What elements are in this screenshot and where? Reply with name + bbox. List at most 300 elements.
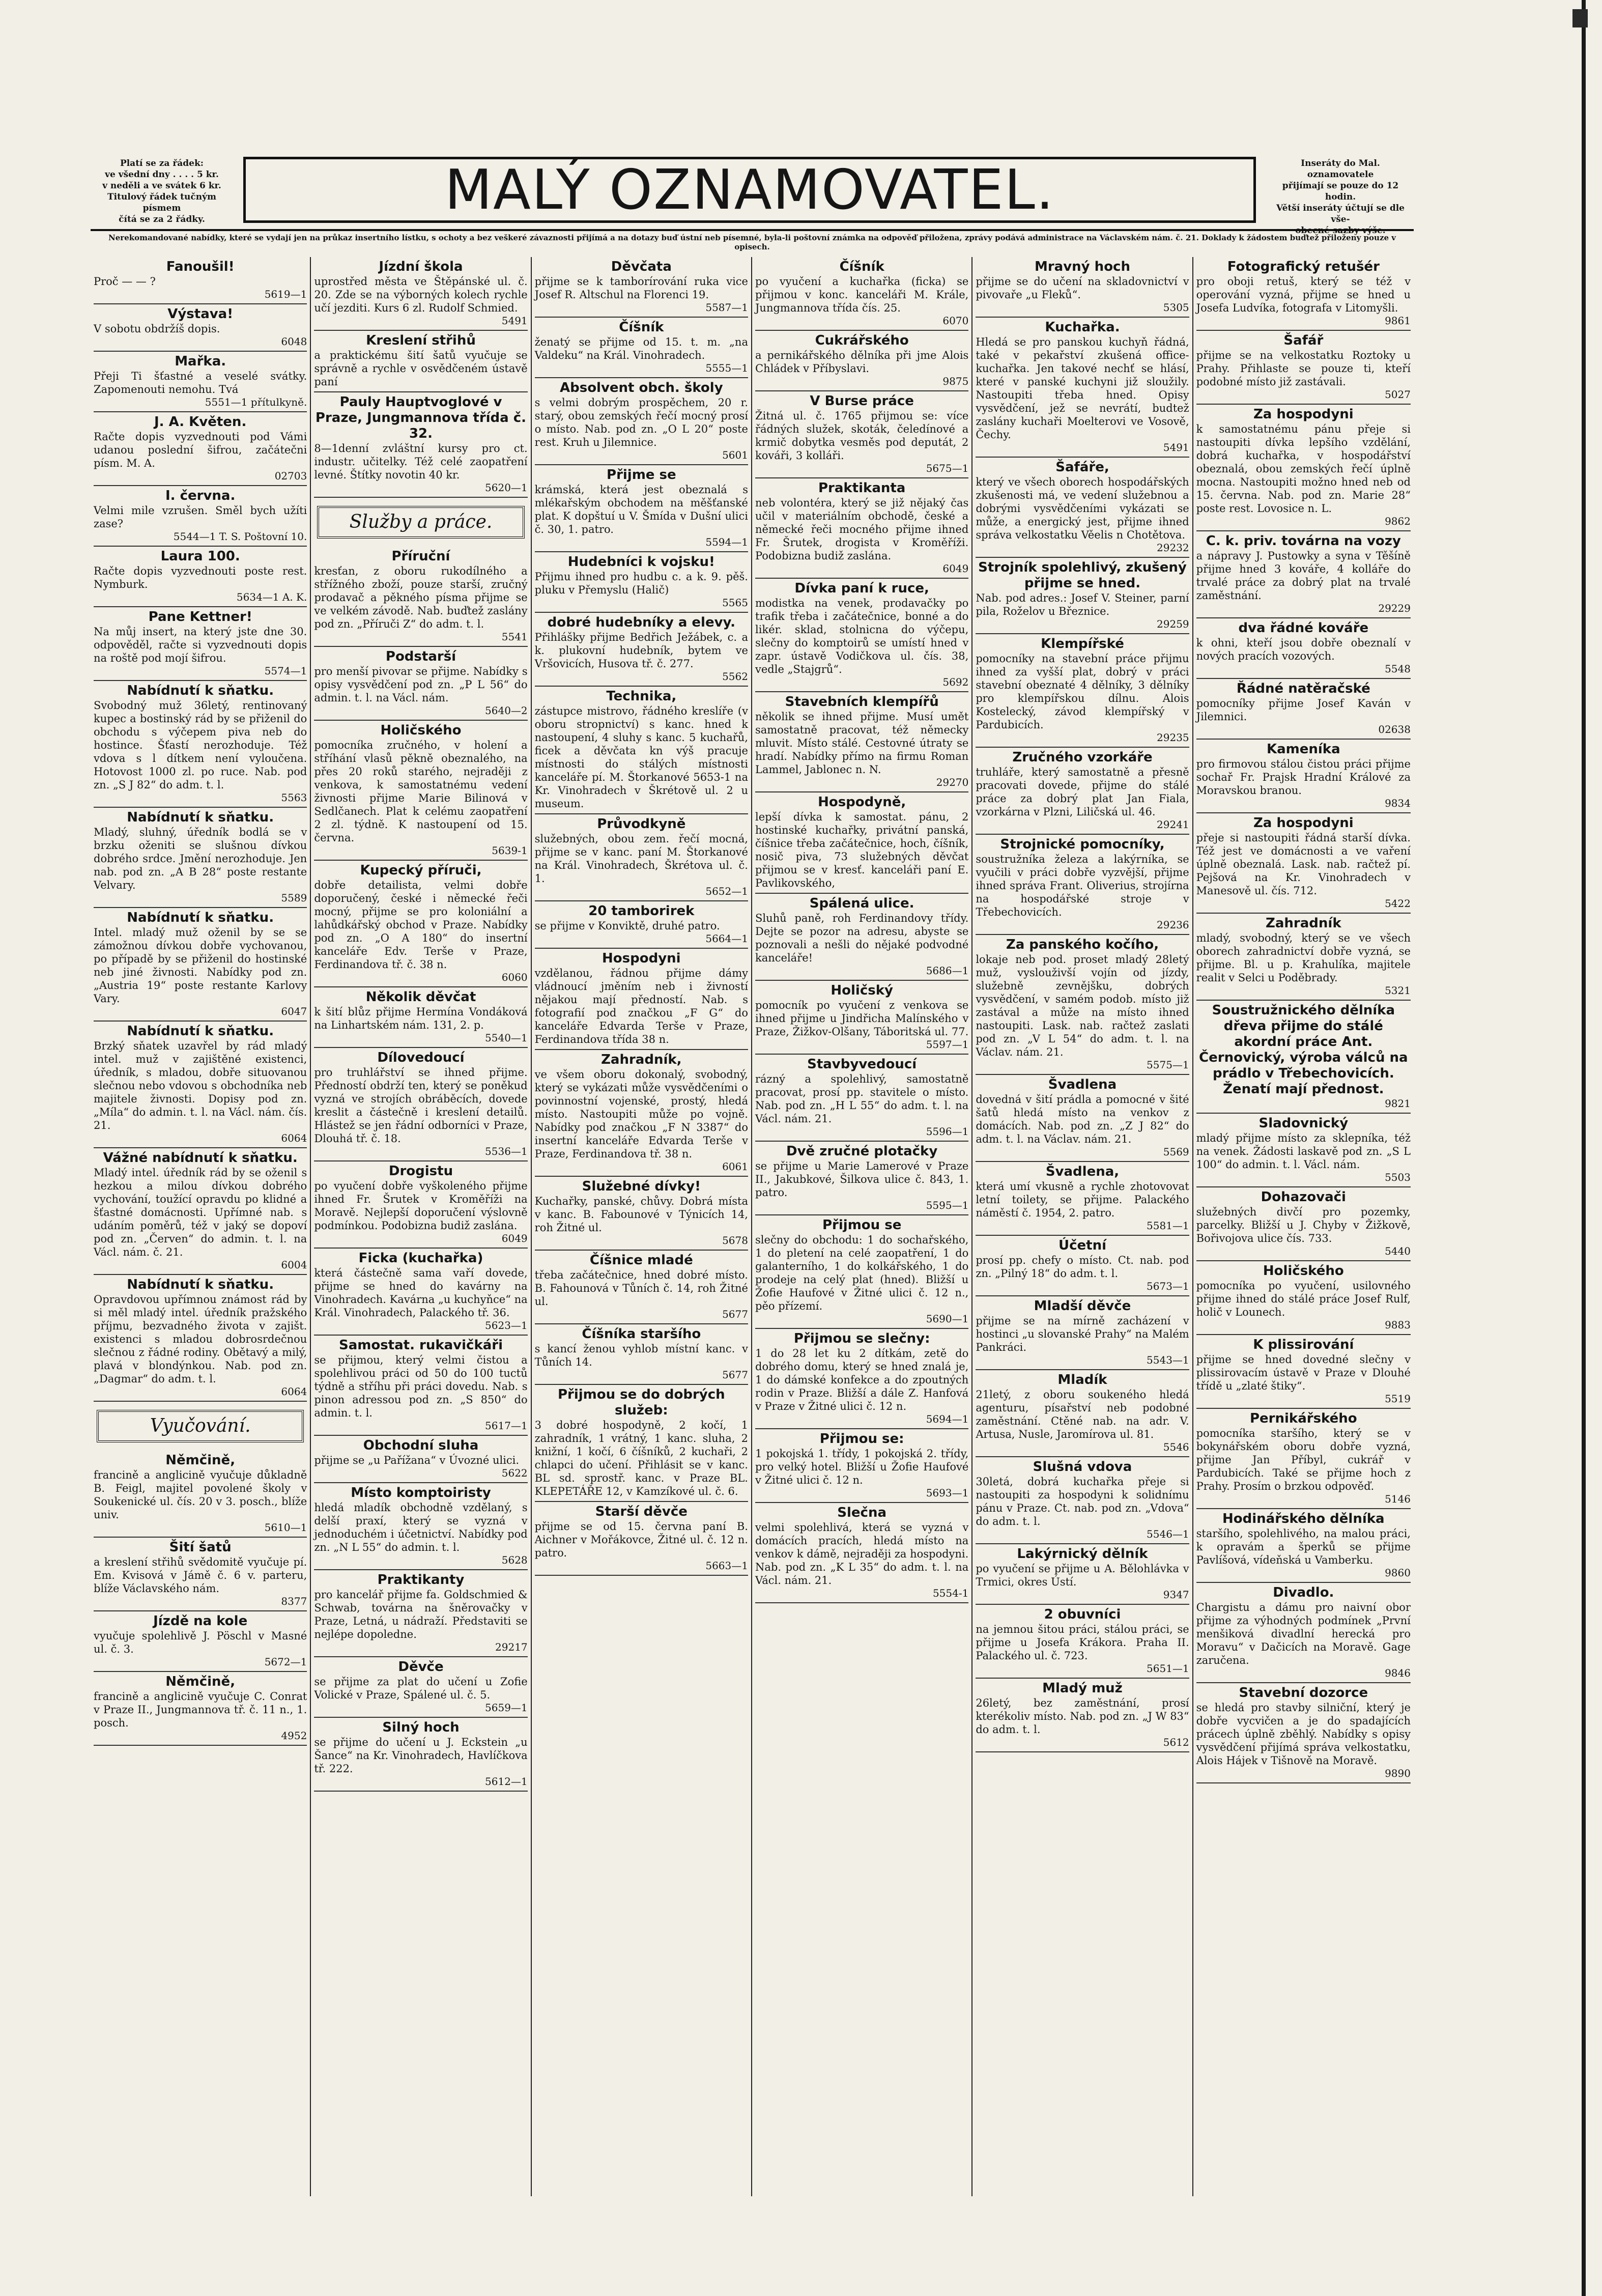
- ad-number: 6049: [501, 1232, 528, 1244]
- ad-text: se přijme do učení u J. Eckstein „u Šance“ na Kr. Vinohradech, Havlíčkova tř. 222.: [314, 1736, 528, 1775]
- ad-number: 29236: [1157, 919, 1189, 931]
- classified-ad: [314, 1718, 527, 1792]
- classified-ad: [755, 391, 968, 478]
- ad-text: dobře detailista, velmi dobře doporučený, české i německé řeči mocný, přijme se pro koloniální a lahůdkářský obchod v Praze. Nabídky pod zn. „O A 180“ do insertní kanceláře Edv. Terše v Praze, Ferdinandova tř. č. 38 n.: [314, 879, 528, 971]
- ad-number: 6048: [281, 335, 307, 348]
- ad-title: Fanoušil!: [166, 259, 235, 274]
- ad-number: 5612—1: [485, 1775, 528, 1788]
- ad-title: Příruční: [391, 549, 450, 564]
- ad-title: Hospodyni: [602, 951, 681, 966]
- ad-text: francině a anglicině vyučuje C. Conrat v Praze II., Jungmannova tř. č. 11 n., 1. posch.: [94, 1690, 307, 1729]
- ad-title: Přijmou se do dobrých služeb:: [557, 1387, 725, 1418]
- classified-ad: [976, 318, 1189, 458]
- ad-title: Přijmou se slečny:: [793, 1331, 930, 1346]
- ad-title: Zahradník: [1266, 916, 1341, 931]
- scan-corner-mark: [1572, 9, 1588, 27]
- classified-ad: [976, 1544, 1189, 1605]
- ad-title: 20 tamborirek: [588, 903, 695, 919]
- ad-title: Dílovedoucí: [377, 1050, 465, 1065]
- ad-number: 6049: [942, 562, 969, 575]
- ad-text: se hledá pro stavby silniční, který je dobře vycvičen a je do spadajících prácech úplně zběhlý. Nabídky s opisy vysvědčení přijímá správa velkostatku, Alois Hájek v Tišnově na Moravě.: [1196, 1702, 1411, 1767]
- ad-number: 5146: [1385, 1493, 1411, 1505]
- classified-ad: [1196, 1114, 1411, 1187]
- ad-title: Místo komptoiristy: [351, 1485, 491, 1500]
- ad-title: Číšník: [619, 320, 664, 335]
- ad-number: 29259: [1157, 618, 1189, 630]
- ad-title: Praktikanta: [818, 480, 906, 496]
- ad-title: Číšníka staršího: [582, 1326, 701, 1342]
- ad-number: 4952: [281, 1730, 307, 1742]
- ad-column: [91, 257, 311, 2196]
- ad-number: 29241: [1157, 818, 1189, 831]
- ad-text: pro oboji retuš, který se též v operování vyzná, přijme se hned u Josefa Ludvíka, fotografa v Litomyšli.: [1196, 275, 1411, 314]
- ad-title: Divadlo.: [1273, 1585, 1334, 1600]
- ad-number: 5422: [1385, 897, 1411, 910]
- classified-ad: [314, 1436, 527, 1483]
- classified-ad: [535, 949, 748, 1050]
- ad-number: 5543—1: [1147, 1354, 1189, 1366]
- ad-title: Přijmou se: [822, 1217, 902, 1233]
- ad-title: Výstava!: [167, 306, 234, 322]
- classified-ad: [1196, 740, 1411, 813]
- ad-text: 21letý, z oboru soukeného hledá agenturu, písařství neb podobné zaměstnání. Ctěné nab. na adr. V. Artusa, Nusle, Jaromírova ul. 81.: [976, 1388, 1189, 1440]
- classified-ad: [1196, 257, 1411, 331]
- ad-title: Kuchařka.: [1045, 320, 1120, 335]
- ad-text: služebných divčí pro pozemky, parcelky. Bližší u J. Chyby v Žižkově, Bořivojova ulice čís. 733.: [1196, 1206, 1411, 1244]
- ad-number: 5541: [501, 631, 528, 643]
- ad-title: Pane Kettner!: [148, 609, 252, 625]
- ad-number: 5675—1: [926, 462, 969, 474]
- ad-text: který ve všech oborech hospodářských zkušenosti má, ve vedení služebnou a dobrými vysvědčeními vykázati se může, a energický jest, přijme ihned správa velkostatku Věelis n Chotětova.: [976, 476, 1189, 541]
- ad-title: Laura 100.: [160, 549, 240, 564]
- ad-number: 6060: [501, 971, 528, 983]
- ad-number: 29235: [1157, 731, 1189, 744]
- ad-title: Lakýrnický dělník: [1017, 1546, 1148, 1562]
- classified-ad: [314, 1336, 527, 1436]
- rate-line: v neděli a ve svátek 6 kr.: [102, 181, 221, 191]
- ad-text: Přeji Ti šťastné a veselé svátky. Zapomenouti nemohu. Tvá: [94, 370, 307, 395]
- ad-title: Děvčata: [611, 259, 672, 274]
- ad-text: dovedná v šití prádla a pomocné v šité šatů hledá místo na venkov z domácích. Nab. pod zn. „Z J 82“ do adm. t. l. na Václav. nám. 21.: [976, 1093, 1189, 1145]
- ad-text: V sobotu obdržíš dopis.: [94, 323, 220, 335]
- ad-text: ve všem oboru dokonalý, svobodný, který se vykázati může vysvědčeními o povinnostní vojenské, prostý, hledá místo. Nastoupiti může po vojně. Nabídky pod značkou „F N 3387“ do insertní kanceláře Edvarda Terše v Praze, Ferdinandova tř. 38 n.: [534, 1068, 748, 1160]
- ad-text: lepší dívka k samostat. pánu, 2 hostinské kuchařky, privátní panská, číšnice třeba začátečnice, hoch, číšník, nosič piva, 73 služebných děvčat přijmou se v kresť. kanceláři paní E. Pavlikovského,: [755, 811, 969, 889]
- ad-title: Němčině,: [165, 1453, 236, 1468]
- ad-number: 5634—1 A. K.: [236, 591, 307, 603]
- ad-title: Šafáře,: [1055, 460, 1109, 475]
- ad-text: se přijme v Konviktě, druhé patro.: [534, 920, 720, 932]
- ad-text: hledá mladík obchodně vzdělaný, s delší praxí, který se vyzná v jednoduchém i účetnictví. Nabídky pod zn. „N L 55“ do admin. t. l.: [314, 1501, 528, 1553]
- ad-text: a pernikářského dělníka při jme Alois Chládek v Příbyslavi.: [755, 349, 969, 375]
- info-line: Inseráty do Mal. oznamovatele: [1301, 158, 1380, 180]
- ad-text: přeje si nastoupiti řádná starší dívka. Též jest ve domácnosti a ve vaření úplně obeznalá. Lask. nab. račtež pí. Pejšová na Kr. Vinohradech v Manesově ul. čís. 712.: [1196, 832, 1411, 897]
- ad-number: 5540—1: [485, 1032, 528, 1044]
- ad-title: Jízdní škola: [379, 259, 463, 274]
- ad-number: 5551—1 přítulkyně.: [205, 396, 307, 408]
- classified-ad: [314, 257, 527, 331]
- ad-text: Chargistu a dámu pro naivní obor přijme za výhodných podmínek „První menšiková divadlní herecká pro Moravu“ v Dačicích na Moravě. Gage zaručena.: [1196, 1601, 1411, 1666]
- ad-number: 29270: [936, 776, 969, 788]
- classified-ad: [1196, 1509, 1411, 1583]
- classified-ad: [1196, 405, 1411, 531]
- ad-title: Služebné dívky!: [582, 1179, 701, 1194]
- ad-text: francině a anglicině vyučuje důkladně B. Feigl, majitel povolené školy v Soukenické ul. čís. 20 v 3. posch., blíže univ.: [94, 1469, 307, 1521]
- classified-ad: [976, 558, 1189, 634]
- ad-text: Mladý intel. úředník rád by se oženil s hezkou a milou dívkou dobrého vychování, toužící opravdu po klidné a šťastné domácnosti. Upřímné nab. s udáním poměrů, též v jaký se dopoví pod zn. „Červen“ do admin. t. l. na Václ. nám. č. 21.: [94, 1167, 307, 1258]
- ad-title: Kreslení střihů: [366, 333, 476, 348]
- ad-text: modistka na venek, prodavačky po trafik třeba i začátečnice, bonné a do likér. sklad, stolnicna do výčepu, slečny do komptoirů se umístí hned v zapr. ústavě Vodičkova ul. čís. 38, vedle „Stajgrů“.: [755, 597, 969, 675]
- classified-ad: [94, 681, 307, 808]
- classified-ad: [535, 552, 748, 613]
- ad-number: 5628: [501, 1554, 528, 1566]
- ad-text: přijme se na mírně zacházení v hostinci „u slovanské Prahy“ na Malém Pankráci.: [976, 1315, 1189, 1353]
- ad-title: Fotografický retušér: [1227, 259, 1380, 274]
- classified-ad: [314, 547, 527, 647]
- ad-number: 9846: [1385, 1667, 1411, 1679]
- ad-number: 02703: [274, 470, 307, 482]
- ad-number: 5574—1: [264, 665, 307, 677]
- classified-ad: [535, 1177, 748, 1251]
- ad-number: 9875: [942, 375, 969, 387]
- classified-ad: [755, 692, 968, 792]
- classified-ad: [976, 257, 1189, 318]
- ad-number: 6061: [722, 1160, 748, 1173]
- ad-title: Cukrářského: [815, 333, 909, 348]
- classified-ad: [976, 1370, 1189, 1457]
- ad-number: 6064: [281, 1385, 307, 1398]
- ad-text: a nápravy J. Pustowky a syna v Těšíně přijme hned 3 kováře, 4 kolláře do trvalé práce za dobrý plat na trvalé zaměstnání.: [1196, 550, 1411, 602]
- classified-ad: [314, 1657, 527, 1718]
- ad-number: 5659—1: [485, 1702, 528, 1714]
- classified-ad: [535, 1502, 748, 1576]
- ad-text: rázný a spolehlivý, samostatně pracovat, prosí pp. stavitele o místo. Nab. pod zn. „H L 55“ do adm. t. l. na Václ. nám. 21.: [755, 1073, 969, 1125]
- ad-title: Strojnické pomocníky,: [1000, 837, 1165, 852]
- ad-number: 6004: [281, 1259, 307, 1271]
- ad-number: 5601: [722, 449, 748, 461]
- ad-number: 9890: [1385, 1767, 1411, 1779]
- classified-ad: [314, 721, 527, 861]
- classified-ad: [314, 647, 527, 721]
- ad-number: 5503: [1385, 1171, 1411, 1183]
- ad-title: Pauly Hauptvoglové v Praze, Jungmannova třída č. 32.: [315, 394, 527, 441]
- ad-text: po vyučení dobře vyškoleného přijme ihned Fr. Šrutek v Kroměříži na Moravě. Nejlepší doporučení výslovně podmínkou. Podobizna budiž zaslána.: [314, 1180, 528, 1232]
- ad-text: Sluhů paně, roh Ferdinandovy třídy. Dejte se pozor na adresu, abyste se poznovali a nešli do nějaké podvodné kanceláře!: [755, 912, 969, 964]
- classified-ad: [94, 1275, 307, 1402]
- ad-text: s kancí ženou vyhlob místní kanc. v Tůních 14.: [534, 1343, 748, 1368]
- classified-ad: [94, 412, 307, 486]
- classified-ad: [94, 808, 307, 908]
- ad-number: 9862: [1385, 515, 1411, 527]
- classified-ad: [535, 613, 748, 687]
- ad-title: Švadlena: [1048, 1077, 1117, 1092]
- classified-ad: [535, 901, 748, 949]
- classified-ad: [94, 352, 307, 412]
- ad-text: soustružníka železa a lakýrníka, se vyučili v práci dobře vyzvější, přijme ihned správa Frant. Oliverius, strojírna na hospodářské stroje v Třebechovicích.: [976, 853, 1189, 918]
- ad-number: 5672—1: [264, 1656, 307, 1668]
- ad-title: Několik děvčat: [365, 989, 476, 1005]
- ad-number: 9821: [1385, 1097, 1411, 1110]
- ad-number: 6064: [281, 1132, 307, 1144]
- ad-number: 5546: [1163, 1441, 1189, 1453]
- classified-ad: [755, 1055, 968, 1142]
- ad-number: 5305: [1163, 301, 1189, 314]
- ad-number: 5321: [1385, 984, 1411, 997]
- ad-text: přijme se na velkostatku Roztoky u Prahy. Přihlaste se pouze ti, kteří podobné místo již zastávali.: [1196, 349, 1411, 388]
- ad-title: Jízdě na kole: [153, 1613, 248, 1629]
- ad-text: 1 do 28 let ku 2 dítkám, zetě do dobrého domu, který se hned znalá je, 1 do dámské konfekce a do zpoutných rodin v Praze. Bližší a dále Z. Hanfová v Praze v Žitné ulici č. 12 n.: [755, 1347, 969, 1412]
- ad-title: J. A. Květen.: [154, 414, 247, 430]
- info-line: přijímají se pouze do 12 hodin.: [1282, 181, 1399, 202]
- rate-line: ve všední dny . . . . 5 kr.: [105, 169, 219, 180]
- ad-number: 9883: [1385, 1319, 1411, 1331]
- ad-text: a kreslení střihů svědomitě vyučuje pí. Em. Kvisová v Jámě č. 6 v. parteru, blíže Václavského nám.: [94, 1556, 307, 1595]
- newspaper-page: [91, 153, 1414, 2199]
- ad-title: Hudebníci k vojsku!: [567, 554, 715, 570]
- ad-number: 5692: [942, 676, 969, 688]
- classified-ad: [976, 1296, 1189, 1370]
- classified-ad: [755, 331, 968, 391]
- ad-text: Račte dopis vyzvednouti poste rest. Nymburk.: [94, 565, 307, 590]
- ad-title: Řádné natěračské: [1236, 681, 1370, 696]
- ad-text: 8—1denní zvláštní kursy pro ct. industr. učitelky. Též celé zaopatření levné. Štítky novotin 40 kr.: [314, 442, 528, 481]
- classified-ad: [976, 458, 1189, 558]
- ad-column: [972, 257, 1193, 2196]
- ad-title: Slušná vdova: [1033, 1459, 1132, 1475]
- classified-ad: [535, 318, 748, 378]
- ad-title: Nabídnutí k sňatku.: [127, 1277, 274, 1292]
- ad-title: dva řádné kováře: [1238, 620, 1369, 636]
- ad-number: 5546—1: [1147, 1528, 1189, 1540]
- ad-number: 8377: [281, 1595, 307, 1607]
- ad-text: přijme se od 15. června paní B. Aichner v Mořákovce, Žitné ul. č. 12 n. patro.: [534, 1520, 748, 1559]
- classified-ad: [755, 1503, 968, 1603]
- ad-text: se přijme u Marie Lamerové v Praze II., Jakubkové, Šilkova ulice č. 843, 1. patro.: [755, 1160, 969, 1199]
- ad-column: [532, 257, 752, 2196]
- ad-number: 5640—2: [485, 704, 528, 717]
- ad-title: Starší děvče: [595, 1504, 688, 1519]
- classified-ad: [755, 579, 968, 692]
- ad-title: Mladík: [1057, 1372, 1107, 1387]
- ad-text: slečny do obchodu: 1 do sochařského, 1 do pletení na celé zaopatření, 1 do galanterního, 1 do kolkářského, 1 do prodeje na celý plat (hned). Bližší u Žofie Haufové v Žitné ulici č. 12 n., pěo přízemí.: [755, 1234, 969, 1312]
- ad-text: truhláře, který samostatně a přesně pracovati dovede, přijme do stálé práce za dobrý plat Jan Fiala, vzorkárna v Plzni, Liličská ul. 46.: [976, 766, 1189, 818]
- ad-text: pomocníka po vyučení, usilovného přijme ihned do stálé práce Josef Rulf, holič v Lounech.: [1196, 1280, 1411, 1318]
- ad-title: Praktikanty: [377, 1572, 465, 1588]
- ad-text: přijme se hned dovedné slečny v plissirovacím ústavě v Praze v Dlouhé třídě u „zlaté štiky“.: [1196, 1353, 1411, 1392]
- ad-number: 5619—1: [264, 288, 307, 300]
- ad-number: 5581—1: [1147, 1220, 1189, 1232]
- classified-ad: [976, 835, 1189, 935]
- ad-title: Stavbyvedoucí: [807, 1057, 917, 1072]
- ad-column: [1193, 257, 1414, 2196]
- ad-title: Stavebních klempířů: [785, 694, 939, 710]
- classified-ad: [755, 478, 968, 579]
- ad-title: Mladý muž: [1042, 1681, 1123, 1696]
- ad-title: Dvě zručné plotačky: [786, 1144, 938, 1159]
- ad-number: 5562: [722, 670, 748, 683]
- classified-ad: [314, 1161, 527, 1249]
- classified-ad: [94, 908, 307, 1022]
- ad-title: Za hospodyni: [1253, 407, 1354, 422]
- ad-title: Hodinářského dělníka: [1222, 1511, 1385, 1526]
- ad-title: Absolvent obch. školy: [559, 380, 723, 395]
- ad-text: pomocníka staršího, který se v bokynářském oboru dobře vyzná, přijme Jan Příbyl, cukrář v Pardubicích. Také se přijme hoch z Prahy. Prosím o brzkou odpověď.: [1196, 1427, 1411, 1492]
- ad-text: mladý, svobodný, který se ve všech oborech zahradnictví dobře vyzná, se přijme. Bl. u p. Krahulíka, majitele realit v Selci u Poděbrady.: [1196, 932, 1411, 984]
- ad-title: C. k. priv. továrna na vozy: [1206, 533, 1401, 549]
- ad-title: Šití šatů: [169, 1540, 232, 1555]
- ad-text: Svobodný muž 36letý, rentinovaný kupec a bostinský rád by se přiženil do obchodu s výčepem piva neb do hostince. Šťastí nerozhoduje. Též vdova s l dítkem není vyloučena. Hotovost 1000 zl. po ruce. Nab. pod zn. „S J 82“ do adm. t. l.: [94, 699, 307, 791]
- classified-ad: [535, 687, 748, 814]
- ad-title: Spálená ulice.: [809, 896, 914, 911]
- ad-text: která částečně sama vaří dovede, přijme se hned do kavárny na Vinohradech. Kavárna „u kuchyňce“ na Král. Vinohradech, Palackého tř. 36.: [314, 1267, 528, 1319]
- ad-title: Obchodní sluha: [363, 1438, 479, 1453]
- ad-title: Nabídnutí k sňatku.: [127, 910, 274, 925]
- classified-ad: [976, 1605, 1189, 1679]
- masthead: [91, 153, 1414, 251]
- ad-number: 29229: [1378, 602, 1411, 614]
- ad-title: Holičský: [831, 983, 893, 998]
- ad-number: 5491: [501, 315, 528, 327]
- ad-number: 5554-1: [932, 1587, 969, 1599]
- ad-number: 29217: [495, 1641, 528, 1653]
- classified-ad: [314, 1483, 527, 1570]
- ad-text: pro firmovou stálou čistou práci přijme sochař Fr. Prajsk Hradní Králové za Moravskou branou.: [1196, 758, 1411, 797]
- ad-text: přijme se „u Pařížana“ v Úvozné ulici.: [314, 1454, 520, 1466]
- classified-ad: [1196, 1583, 1411, 1683]
- ad-text: několik se ihned přijme. Musí umět samostatně pracovat, též německy mluvit. Místo stálé. Cestovné útraty se hradí. Nabídky přímo na firmu Roman Lammel, Jablonec n. N.: [755, 711, 969, 776]
- ad-title: Kameníka: [1266, 742, 1340, 757]
- ad-title: Ficka (kuchařka): [358, 1251, 483, 1266]
- info-line: Větší inseráty účtují se dle vše-: [1276, 203, 1405, 224]
- header-note: Nerekomandované nabídky, které se vydají jen na průkaz insertního lístku, s ochoty a bez veškeré závaznosti přijímá a na dotazy buď ústní neb písemné, byla-li poštovní známka na odpověď přiložena, zprávy podává administrace na Václavském nám. č. 21. Doklady k žádostem buďtež přiloženy pouze v opisech.: [91, 229, 1414, 251]
- classified-ad: [755, 1215, 968, 1329]
- ad-title: Za hospodyni: [1253, 815, 1354, 831]
- ad-number: 5673—1: [1147, 1280, 1189, 1292]
- classified-ad: [755, 1429, 968, 1503]
- ad-text: Velmi mile vzrušen. Směl bych užíti zase?: [94, 504, 307, 530]
- ad-text: Přihlášky přijme Bedřich Ježábek, c. a k. plukovní hudebník, bytem ve Vršovicích, Husova tř. č. 277.: [534, 631, 748, 670]
- ad-number: 5694—1: [926, 1413, 969, 1425]
- ad-text: Žitná ul. č. 1765 přijmou se: více řádných služek, skoták, čeledínové a krmič dobytka vesměs pod deputát, 2 kováři, 3 kolláři.: [755, 410, 969, 462]
- ad-number: 5589: [281, 892, 307, 904]
- ad-title: V Burse práce: [810, 393, 914, 409]
- ad-title: Nabídnutí k sňatku.: [127, 1024, 274, 1039]
- classified-ad: [94, 304, 307, 352]
- classified-ad: [535, 1251, 748, 1324]
- ad-title: Stavební dozorce: [1239, 1685, 1368, 1700]
- ad-text: pro truhlářství se ihned přijme. Předností obdrží ten, který se poněkud vyzná ve strojích obráběcích, dovede kreslit a částečně i kreslení detailů. Hlástež se jen řádní odborníci v Praze, Dlouhá tř. č. 18.: [314, 1066, 528, 1145]
- ad-title: Šafář: [1283, 333, 1324, 348]
- ad-title: Mladší děvče: [1034, 1298, 1131, 1314]
- ad-text: mladý přijme místo za sklepníka, též na venek. Žádosti laskavě pod zn. „S L 100“ do admin. t. l. Václ. nám.: [1196, 1132, 1411, 1171]
- ad-text: pomocníky na stavební práce přijmu ihned za vyšší plat, dobrý v práci stavební obeznaté 4 dělníky, 3 dělníky pro klempířskou dílnu. Alois Kostelecký, závod klempířský v Pardubicích.: [976, 653, 1189, 731]
- ad-title: Slečna: [837, 1505, 887, 1520]
- ad-text: Intel. mladý muž oženil by se se zámožnou dívkou dobře vychovanou, po případě by se přiženil do hostinské neb jiné živnosti. Nabídky pod zn. „Austria 19“ poste restante Karlovy Vary.: [94, 926, 307, 1005]
- ad-column: [311, 257, 531, 2196]
- ad-title: Za panského kočího,: [1006, 937, 1159, 952]
- ad-number: 5610—1: [264, 1521, 307, 1534]
- ad-number: 5595—1: [926, 1199, 969, 1211]
- ad-title: Podstarší: [385, 649, 456, 664]
- classified-ad: [94, 1538, 307, 1611]
- ad-title: Strojník spolehlivý, zkušený přijme se hned.: [978, 560, 1187, 591]
- classified-ad: [976, 1679, 1189, 1752]
- ad-text: krámská, která jest obeznalá s mlékařským obchodem na měšťanské plat. K dopštuí u V. Šmída v Dušní ulici č. 30, 1. patro.: [534, 484, 748, 535]
- classified-ad: [1196, 531, 1411, 618]
- ad-title: Samostat. rukavičkáři: [338, 1338, 503, 1353]
- ad-number: 02638: [1378, 723, 1411, 735]
- classified-ad: [314, 1249, 527, 1336]
- ad-title: Děvče: [398, 1659, 444, 1675]
- ad-text: uprostřed města ve Štěpánské ul. č. 20. Zde se na výborných kolech rychle učí jezditi. Kurs 6 zl. Rudolf Schmied.: [314, 275, 528, 314]
- ad-title: Kupecký příruči,: [360, 863, 482, 878]
- ad-text: staršího, spolehlivého, na malou práci, k opravám a šperků se přijme Pavlíšová, vídeňská u Vamberku.: [1196, 1527, 1411, 1566]
- classified-ad: [535, 1385, 748, 1502]
- ad-title: Dívka paní k ruce,: [794, 581, 929, 596]
- ad-text: pomocníky přijme Josef Kaván v Jilemnici.: [1196, 697, 1411, 723]
- ad-text: Nab. pod adres.: Josef V. Steiner, parní pila, Roželov u Březnice.: [976, 592, 1189, 617]
- ad-title: Mravný hoch: [1034, 259, 1130, 274]
- ad-number: 5597—1: [926, 1038, 969, 1051]
- ad-text: k šití blůz přijme Hermína Vondáková na Linhartském nám. 131, 2. p.: [314, 1006, 528, 1031]
- ad-number: 5027: [1385, 388, 1411, 401]
- classified-ad: [976, 1236, 1189, 1296]
- rate-line: Platí se za řádek:: [120, 158, 204, 168]
- classified-ad: [1196, 1683, 1411, 1783]
- ad-number: 5690—1: [926, 1313, 969, 1325]
- ad-title: Mařka.: [175, 354, 226, 369]
- rate-line: Titulový řádek tučným písmem: [107, 192, 216, 213]
- ad-text: vzdělanou, řádnou přijme dámy vládnoucí jměním neb i živností nějakou mají předností. Nab. s fotografií pod značkou „F G“ do kanceláře Edvarda Terše v Praze, Ferdinandova třída 38 n.: [534, 967, 748, 1045]
- classified-ad: [1196, 1409, 1411, 1509]
- ad-title: Přijme se: [607, 467, 676, 483]
- ad-title: K plissirování: [1253, 1337, 1354, 1352]
- classified-ad: [976, 1162, 1189, 1236]
- ad-number: 5544—1 T. S. Poštovní 10.: [173, 530, 307, 543]
- scan-edge-line: [1582, 0, 1586, 2296]
- ad-number: 5519: [1385, 1393, 1411, 1405]
- ad-number: 5678: [722, 1234, 748, 1246]
- classified-ad: [1196, 1001, 1411, 1114]
- ad-number: 5620—1: [485, 481, 528, 494]
- classified-ad: [94, 607, 307, 681]
- classified-ad: [976, 935, 1189, 1075]
- ad-title: Sladovnický: [1258, 1116, 1349, 1131]
- classified-ad: [1196, 679, 1411, 740]
- ad-title: Průvodkyně: [597, 816, 686, 832]
- ad-number: 5693—1: [926, 1487, 969, 1499]
- ad-title: Silný hoch: [382, 1720, 460, 1735]
- ad-number: 5612: [1163, 1736, 1189, 1748]
- insertion-info-box: [1267, 158, 1414, 236]
- ad-number: 5677: [722, 1308, 748, 1320]
- ad-text: Hledá se pro panskou kuchyň řádná, také v pekařství zkušená office-kuchařka. Jen takové nechť se hlásí, které v panské kuchyni již sloužily. Nastoupiti třeba hned. Opisy vysvědčení, jež se nevrátí, budtež zaslány kuchaři Moelterovi ve Vosově, Čechy.: [976, 336, 1189, 441]
- ad-number: 5536—1: [485, 1145, 528, 1157]
- ad-text: Račte dopis vyzvednouti pod Vámi udanou poslední šifrou, začátečni písm. M. A.: [94, 431, 307, 469]
- classified-ad: [535, 814, 748, 901]
- ad-text: služebných, obou zem. řečí mocná, přijme se v kanc. paní M. Štorkanové na Král. Vinohradech, Škrétova ul. č. 1.: [534, 833, 748, 885]
- ad-title: Němčině,: [165, 1674, 236, 1689]
- ad-title: Hospodyně,: [818, 795, 906, 810]
- ad-text: prosí pp. chefy o místo. Ct. nab. pod zn. „Pilný 18“ do adm. t. l.: [976, 1254, 1189, 1280]
- classified-ad: [314, 861, 527, 987]
- ad-number: 5664—1: [705, 932, 748, 945]
- ad-text: se přijmou, který velmi čistou a spolehlivou práci od 50 do 100 tuctů týdně a stříhu při práci dovedu. Nab. s pinon adressou pod zn. „S 850“ do admin. t. l.: [314, 1354, 528, 1419]
- classified-ad: [1196, 813, 1411, 914]
- section-heading: Vyučování.: [97, 1410, 304, 1442]
- ad-title: dobré hudebníky a elevy.: [547, 615, 735, 630]
- classified-ad: [314, 392, 527, 498]
- ad-number: 5587—1: [705, 301, 748, 314]
